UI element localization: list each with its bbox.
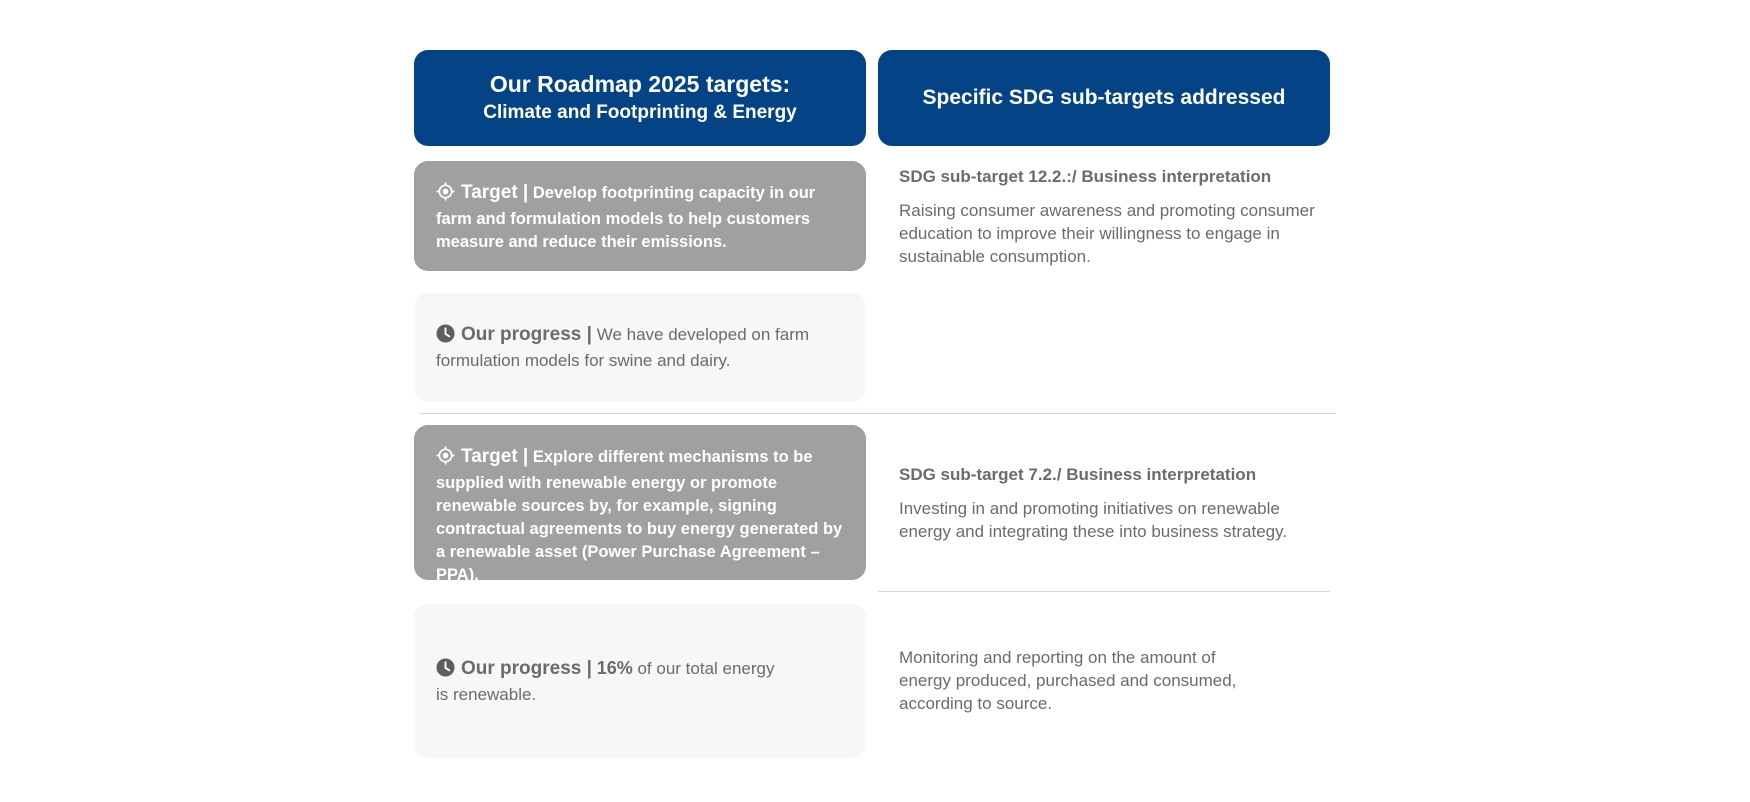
sdg-title: SDG sub-target 12.2.:/ Business interpretation: [899, 167, 1272, 186]
roadmap-header: [414, 50, 866, 146]
sdg-title: SDG sub-target 7.2./ Business interpretation: [899, 465, 1257, 484]
target-text: Explore different mechanisms to be supplied with renewable energy or promote renewable sources by, for example, signing contractual agreements to buy energy generated by a renewable asset (Power Purchase Agreement – PPA).: [436, 448, 843, 584]
clock-icon: [436, 324, 455, 349]
target-text: Develop footprinting capacity in our farm and formulation models to help customers measure and reduce their emissions.: [436, 184, 816, 251]
monitoring-text: Monitoring and reporting on the amount of energy produced, purchased and consumed, according to source.: [899, 648, 1237, 713]
sdg-header-title: Specific SDG sub-targets addressed: [922, 86, 1286, 109]
target-icon: [436, 182, 455, 208]
target-label: Target |: [461, 182, 529, 203]
target-box-2: [414, 425, 866, 584]
roadmap-header-subtitle: Climate and Footprinting & Energy: [483, 102, 797, 123]
target-icon: [436, 446, 455, 472]
sdg-text: Investing in and promoting initiatives on renewable energy and integrating these into business strategy.: [899, 499, 1288, 541]
sdg-block-7-2: [899, 464, 1319, 543]
progress-label: Our progress |: [461, 324, 592, 345]
row-divider: [420, 413, 1336, 414]
roadmap-header-title: Our Roadmap 2025 targets:: [489, 71, 791, 97]
sdg-header: [878, 50, 1330, 146]
sdg-block-12-2: [899, 166, 1319, 268]
progress-value: 16%: [596, 657, 633, 678]
sdg-divider: [878, 591, 1330, 592]
target-label: Target |: [461, 446, 529, 467]
progress-box-2: [414, 604, 866, 758]
progress-box-1: [414, 293, 866, 402]
progress-label: Our progress |: [461, 657, 592, 679]
progress-text: of our total energy is renewable.: [436, 658, 775, 704]
sdg-text: Raising consumer awareness and promoting consumer education to improve their willingness to engage in sustainable consumption.: [899, 201, 1315, 266]
target-box-1: [414, 161, 866, 271]
progress-text: We have developed on farm formulation models for swine and dairy.: [436, 325, 810, 370]
clock-icon: [436, 658, 455, 683]
